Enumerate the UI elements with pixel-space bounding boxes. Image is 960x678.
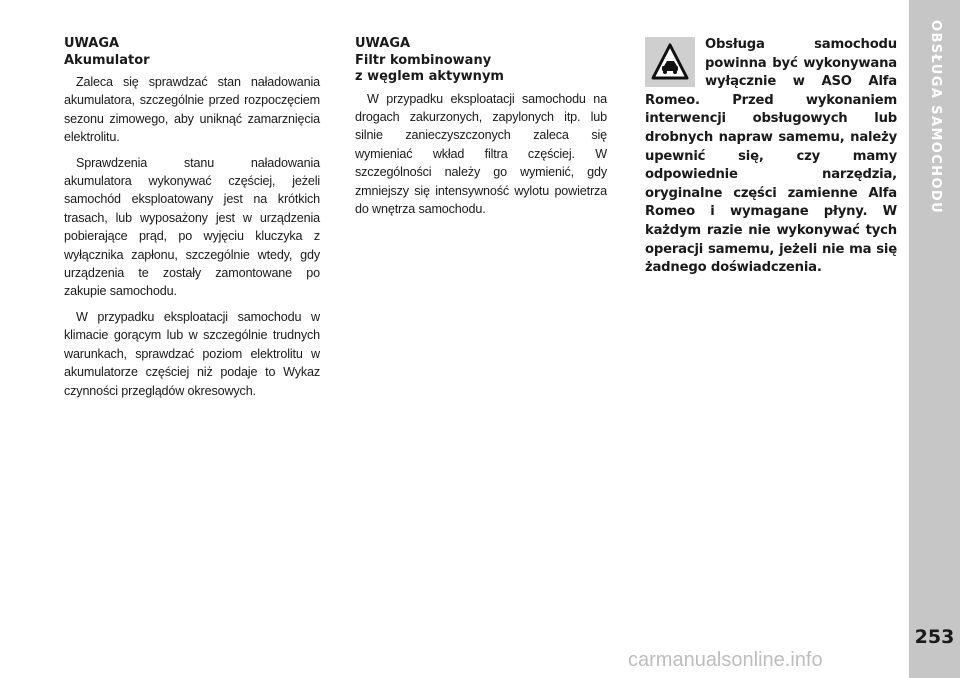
car-service-warning-icon — [645, 37, 695, 87]
section-tab-label: OBSŁUGA SAMOCHODU — [928, 20, 943, 215]
watermark: carmanualsonline.info — [628, 649, 823, 671]
battery-section — [64, 36, 320, 407]
filter-heading-line-1: Filtr kombinowany — [355, 52, 492, 68]
page-number: 253 — [914, 626, 955, 648]
battery-heading: Akumulator — [64, 52, 150, 68]
filter-paragraph: W przypadku eksploatacji samochodu na drogach zakurzonych, zapylonych itp. lub silnie zanieczyszczonych zaleca się wymieniać wkład filtra częściej. W szczególności należy go wymienić, gdy zmniejszy się intensywność wylotu powietrza do wnętrza samochodu. — [355, 91, 607, 216]
filter-heading-line-2: z węglem aktywnym — [355, 69, 504, 84]
service-warning-box — [645, 36, 897, 278]
service-warning-section — [645, 36, 897, 278]
service-warning-text: Obsługa samochodu powinna być wykonywana wyłącznie w ASO Alfa Romeo. Przed wykonaniem interwencji obsługowych lub drobnych napraw samemu, należy upewnić się, czy mamy odpowiednie narzędzia, oryginalne części zamienne Alfa Romeo i wymagane płyny. W każdym razie nie wykonywać tych operacji samemu, jeżeli nie ma się żadnego doświadczenia. — [645, 37, 897, 276]
filter-section — [355, 36, 607, 225]
battery-warning-label: UWAGA — [64, 36, 120, 51]
battery-paragraph-1: Zaleca się sprawdzać stan naładowania akumulatora, szczególnie przed rozpoczęciem sezonu zimowego, aby uniknąć zamarznięcia elektrolitu. — [64, 75, 320, 145]
filter-warning-label: UWAGA — [355, 36, 411, 51]
battery-paragraph-2: Sprawdzenia stanu naładowania akumulatora wykonywać częściej, jeżeli samochód eksploatowany jest na krótkich trasach, lub wyposażony jest w urządzenia pobierające prąd, po wyjęciu kluczyka z wyłącznika zapłonu, szczególnie wtedy, gdy urządzenia te zostały zamontowane po zakupie samochodu. — [64, 155, 320, 299]
battery-paragraph-3: W przypadku eksploatacji samochodu w klimacie gorącym lub w szczególnie trudnych warunkach, sprawdzać poziom elektrolitu w akumulatorze częściej niż podaje to Wykaz czynności przeglądów okresowych. — [64, 309, 320, 398]
